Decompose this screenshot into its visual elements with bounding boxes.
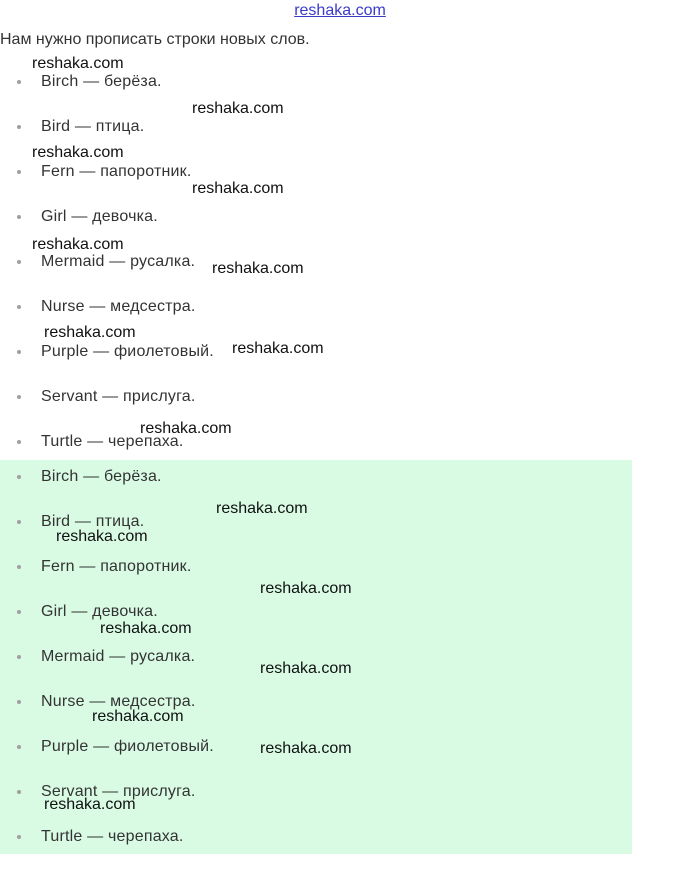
watermark-text: reshaka.com — [260, 580, 352, 597]
watermark-text: reshaka.com — [140, 420, 232, 437]
list-item — [0, 825, 214, 870]
list-item-text: Fern — папоротник. — [41, 163, 192, 180]
list-item-text: Mermaid — русалка. — [41, 648, 196, 665]
site-link[interactable]: reshaka.com — [294, 2, 386, 19]
list-item-text: Servant — прислуга. — [41, 783, 196, 800]
list-item — [0, 735, 214, 780]
bullet-icon — [17, 520, 21, 524]
list-item-text: Girl — девочка. — [41, 603, 158, 620]
bullet-icon — [17, 350, 21, 354]
bullet-icon — [17, 565, 21, 569]
watermark-text: reshaka.com — [216, 500, 308, 517]
bullet-icon — [17, 440, 21, 444]
list-item — [0, 465, 214, 510]
list-item — [0, 70, 214, 115]
bullet-icon — [17, 260, 21, 264]
bullet-icon — [17, 835, 21, 839]
bullet-icon — [17, 125, 21, 129]
list-item — [0, 160, 214, 205]
watermark-text: reshaka.com — [32, 236, 124, 253]
bullet-icon — [17, 215, 21, 219]
list-item-text: Fern — папоротник. — [41, 558, 192, 575]
list-item — [0, 645, 214, 690]
watermark-text: reshaka.com — [100, 620, 192, 637]
bullet-icon — [17, 745, 21, 749]
watermark-text: reshaka.com — [212, 260, 304, 277]
bullet-icon — [17, 80, 21, 84]
watermark-text: reshaka.com — [192, 180, 284, 197]
list-item-text: Turtle — черепаха. — [41, 828, 184, 845]
bullet-icon — [17, 700, 21, 704]
watermark-text: reshaka.com — [56, 528, 148, 545]
list-item-text: Girl — девочка. — [41, 208, 158, 225]
list-item-text: Bird — птица. — [41, 118, 145, 135]
list-item-text: Bird — птица. — [41, 513, 145, 530]
watermark-text: reshaka.com — [32, 55, 124, 72]
list-item-text: Turtle — черепаха. — [41, 433, 184, 450]
list-item — [0, 250, 214, 295]
bullet-icon — [17, 395, 21, 399]
list-item-text: Birch — берёза. — [41, 73, 162, 90]
list-item-text: Nurse — медсестра. — [41, 298, 196, 315]
list-item — [0, 340, 214, 385]
bullet-icon — [17, 170, 21, 174]
list-item-text: Mermaid — русалка. — [41, 253, 196, 270]
list-item-text: Birch — берёза. — [41, 468, 162, 485]
list-item-text: Nurse — медсестра. — [41, 693, 196, 710]
bullet-icon — [17, 475, 21, 479]
watermark-text: reshaka.com — [92, 708, 184, 725]
bullet-icon — [17, 655, 21, 659]
watermark-text: reshaka.com — [260, 740, 352, 757]
bullet-icon — [17, 305, 21, 309]
watermark-text: reshaka.com — [44, 796, 136, 813]
watermark-text: reshaka.com — [192, 100, 284, 117]
watermark-text: reshaka.com — [44, 324, 136, 341]
watermark-text: reshaka.com — [260, 660, 352, 677]
list-item-text: Purple — фиолетовый. — [41, 343, 214, 360]
list-item — [0, 555, 214, 600]
list-item-text: Servant — прислуга. — [41, 388, 196, 405]
list-item-text: Purple — фиолетовый. — [41, 738, 214, 755]
bullet-icon — [17, 610, 21, 614]
watermark-text: reshaka.com — [32, 144, 124, 161]
watermark-text: reshaka.com — [232, 340, 324, 357]
intro-text: Нам нужно прописать строки новых слов. — [0, 31, 310, 48]
word-list-first — [0, 70, 214, 475]
bullet-icon — [17, 790, 21, 794]
